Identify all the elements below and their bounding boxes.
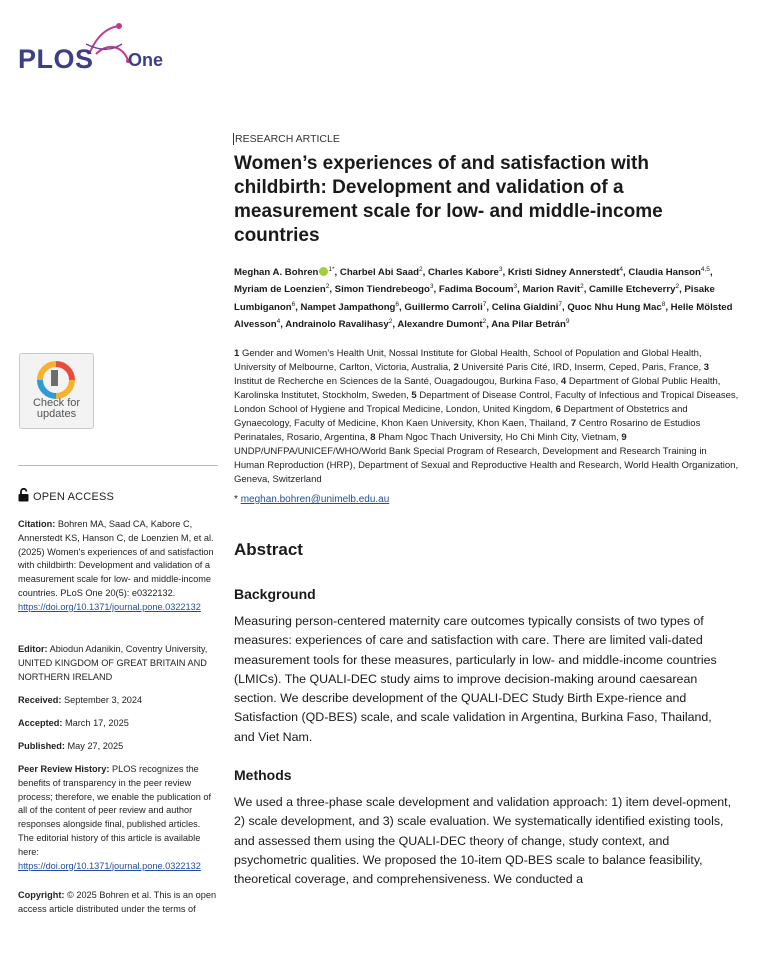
affiliation-text: UNDP/UNFPA/UNICEF/WHO/World Bank Special Program of Research, Development and Research Training in Human Reproduction (HRP), Department of Sexual and Reproductive Health and Research, World Health Organization, Geneva, Switzerland	[234, 446, 739, 485]
author-name: Guillermo Carroli	[404, 301, 483, 313]
author-affiliation-sup: 2	[580, 283, 584, 291]
affiliation-number: 6	[555, 404, 561, 415]
author-affiliation-sup: 2	[388, 318, 393, 326]
journal-logo-text: PLOS	[18, 44, 94, 74]
journal-logo-suffix: One	[128, 50, 164, 70]
check-updates-label-1: Check for	[32, 397, 81, 409]
affiliations	[234, 347, 739, 487]
author-name: Quoc Nhu Hung Mac	[567, 301, 662, 313]
affiliation-text: Institut de Recherche en Sciences de la Santé, Ouagadougou, Burkina Faso,	[234, 376, 559, 387]
background-text: Measuring person-centered maternity care outcomes typically consists of two types of measures: experiences of care and satisfaction with care. There are limited vali-dated measurement tools for these measures, particularly in low- and middle-income countries (LMICs). The QUALI-DEC study aims to improve decision-making around caesarean section. We describe development of the QUALI-DEC Study Birth Expe-rience and Satisfaction (QD-BES) scale, and scale validation in Argentina, Burkina Faso, Thailand, and Viet Nam.	[234, 614, 717, 744]
author-name: Charles Kabore	[427, 267, 499, 279]
affiliation-number: 9	[621, 432, 627, 443]
author-affiliation-sup: 2	[675, 283, 680, 291]
accepted-date: March 17, 2025	[64, 718, 129, 728]
editor-block	[18, 643, 218, 684]
affiliation-text: Department of Global Public Health, Karolinska Institutet, Stockholm, Sweden,	[234, 376, 721, 401]
author-affiliation-sup: 1*	[328, 266, 335, 273]
author-affiliation-sup: 8	[661, 300, 666, 308]
article-type: RESEARCH ARTICLE	[235, 133, 340, 145]
methods-heading: Methods	[234, 767, 292, 783]
affiliation-text: Pham Ngoc Thach University, Ho Chi Minh City, Vietnam,	[378, 432, 619, 443]
check-for-updates-badge[interactable]	[19, 353, 94, 429]
author-name: Meghan A. Bohren	[234, 267, 319, 279]
citation-text: Bohren MA, Saad CA, Kabore C, Annerstedt KS, Hanson C, de Loenzien M, et al. (2025) Women's experiences of and satisfaction with childbirth: Development and validation of a measurement scale for low- and middle-income countries. PLoS One 20(5): e0322132.	[18, 519, 214, 598]
peer-review-block	[18, 763, 218, 873]
author-name: Nampet Jampathong	[300, 301, 396, 313]
open-lock-icon	[18, 488, 29, 502]
author-name: Charbel Abi Saad	[339, 267, 419, 279]
abstract-heading: Abstract	[234, 540, 303, 559]
affiliation-number: 3	[703, 362, 710, 373]
citation-doi-link[interactable]: https://doi.org/10.1371/journal.pone.0322132	[18, 601, 201, 612]
published-block	[18, 740, 218, 754]
author-name: Kristi Sidney Annerstedt	[507, 267, 620, 279]
published-date: May 27, 2025	[67, 741, 124, 751]
author-name: Simon Tiendrebeogo	[334, 284, 430, 296]
sidebar-divider	[18, 465, 218, 466]
check-updates-label-2: updates	[36, 408, 77, 420]
published-label: Published:	[18, 741, 65, 751]
author-name: Pisake Lumbiganon	[234, 284, 715, 313]
copyright-label: Copyright:	[18, 890, 65, 900]
affiliation-text: Gender and Women’s Health Unit, Nossal Institute for Global Health, School of Population and Global Health, University of Melbourne, Carlton, Victoria, Australia,	[234, 348, 702, 373]
methods-text: We used a three-phase scale development and validation approach: 1) item devel-opment, 2) scale development, and 3) scale evaluation. We systematically identified existing tools, and assessed them using the QUALI-DEC theory of change, study context, and psychometric qualities. We proposed the 10-item QD-BES scale to balance feasibility, theoretical coverage, and comprehensiveness. We conducted a	[234, 795, 732, 887]
author-affiliation-sup: 2	[418, 266, 423, 273]
open-access-text: OPEN ACCESS	[33, 491, 115, 503]
affiliation-number: 8	[370, 432, 376, 443]
author-affiliation-sup: 4	[619, 266, 624, 273]
email-link[interactable]: meghan.bohren@unimelb.edu.au	[240, 494, 390, 505]
received-date: September 3, 2024	[63, 695, 143, 705]
check-updates-icon	[36, 360, 76, 400]
author-affiliation-sup: 2	[325, 283, 330, 291]
accepted-block	[18, 717, 218, 731]
author-affiliation-sup: 6	[395, 300, 400, 308]
author-name: Ana Pilar Betrán	[491, 319, 566, 331]
email-asterisk: *	[234, 494, 238, 505]
author-affiliation-sup: 4,5	[700, 266, 710, 273]
corresponding-email	[234, 494, 389, 505]
author-affiliation-sup: 3	[498, 266, 503, 273]
author-name: Camille Etcheverry	[589, 284, 676, 296]
author-list: Meghan A. Bohren $^{1*}$, Charbel Abi Saad$^2$, Charles Kabore$^3$, Kristi Sidney Annerstedt$^4$, Claudia Hanson$^{4,5}$, Myriam de Loenzien$^2$, Simon Tiendrebeogo$^3$, Fadima Bocoum$^3$, Marion Ravit$^2$, Camille Etcheverry$^2$, Pisake Lumbiganon$^6$, Nampet Jampathong$^6$, Guillermo Carroli$^7$, Celina Gialdini$^7$, Quoc Nhu Hung Mac$^8$, Helle Mölsted Alvesson$^4$, Andrainolo Ravalihasy$^2$, Alexandre Dumont$^2$, Ana Pilar Betrán$^9$	[234, 266, 733, 331]
peer-review-label: Peer Review History:	[18, 764, 110, 774]
author-affiliation-sup: 2	[482, 318, 487, 326]
author-affiliation-sup: 6	[291, 300, 296, 308]
peer-review-doi-link[interactable]: https://doi.org/10.1371/journal.pone.0322132	[18, 860, 201, 871]
affiliation-text: Department of Obstetrics and Gynaecology, Faculty of Medicine, Khon Kaen University, Khon Kaen, Thailand,	[234, 404, 688, 429]
copyright-text: © 2025 Bohren et al. This is an open access article distributed under the terms of	[18, 890, 217, 914]
author-name: Marion Ravit	[522, 284, 581, 296]
open-access-label	[18, 491, 115, 503]
author-affiliation-sup: 3	[513, 283, 518, 291]
copyright-block	[18, 889, 218, 917]
received-label: Received:	[18, 695, 62, 705]
background-heading: Background	[234, 586, 316, 602]
author-name: Claudia Hanson	[628, 267, 701, 279]
author-affiliation-sup: 3	[429, 283, 434, 291]
author-name: Celina Gialdini	[491, 301, 559, 313]
author-name: Andrainolo Ravalihasy	[285, 319, 389, 331]
affiliation-text: Department of Disease Control, Faculty of Infectious and Tropical Diseases, London School of Hygiene and Tropical Medicine, London, United Kingdom,	[234, 390, 739, 415]
editor-text: Abiodun Adanikin, Coventry University, UNITED KINGDOM OF GREAT BRITAIN AND NORTHERN IRELAND	[18, 644, 208, 682]
author-name: Helle Mölsted Alvesson	[234, 301, 733, 331]
author-name: Alexandre Dumont	[397, 319, 483, 331]
affiliation-number: 1	[234, 348, 240, 359]
affiliation-number: 4	[560, 376, 567, 387]
author-affiliation-sup: 9	[565, 318, 570, 326]
citation-label: Citation:	[18, 519, 56, 529]
affiliation-text: Université Paris Cité, IRD, Inserm, Ceped, Paris, France,	[461, 362, 702, 373]
author-affiliation-sup: 7	[558, 300, 562, 308]
affiliation-text: Centro Rosarino de Estudios Perinatales, Rosario, Argentina,	[234, 418, 701, 443]
received-block	[18, 694, 218, 708]
accepted-label: Accepted:	[18, 718, 63, 728]
article-title: Women’s experiences of and satisfaction with childbirth: Development and validation of a measurement scale for low- and middle-income countries	[234, 153, 663, 246]
affiliation-number: 2	[453, 362, 459, 373]
affiliation-number: 5	[411, 390, 417, 401]
author-affiliation-sup: 7	[482, 300, 487, 308]
affiliation-number: 7	[570, 418, 577, 429]
peer-review-text: PLOS recognizes the benefits of transparency in the peer review process; therefore, we enable the publication of all of the content of peer review and author responses alongside final, published articles. The editorial history of this article is available here:	[18, 764, 212, 857]
author-name: Myriam de Loenzien	[234, 284, 326, 296]
editor-label: Editor:	[18, 644, 48, 654]
author-affiliation-sup: 4	[276, 318, 281, 326]
citation-block	[18, 518, 218, 615]
author-name: Fadima Bocoum	[438, 284, 514, 296]
